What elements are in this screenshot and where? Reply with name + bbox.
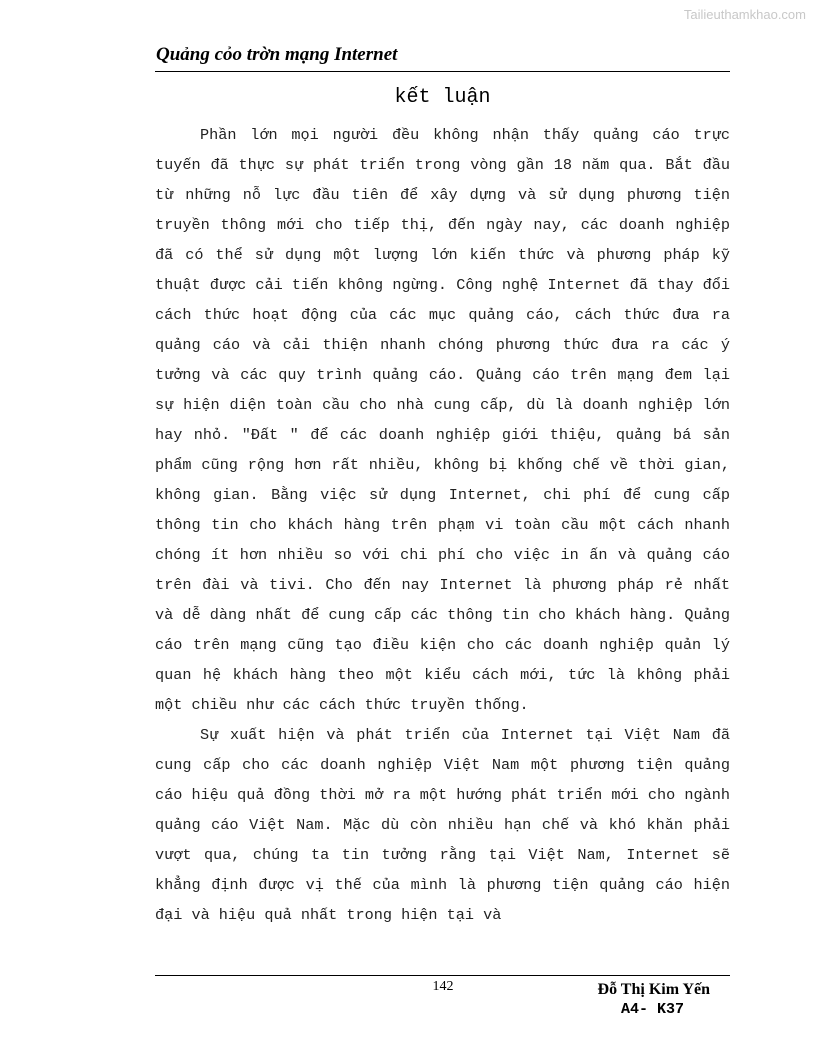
- page-number: 142: [432, 979, 454, 994]
- body-text: [155, 120, 730, 930]
- page-header-title: Quảng cỏo trờn mạng Internet: [156, 44, 398, 65]
- author-class: A4- K37: [620, 1001, 684, 1018]
- paragraph-2: Sự xuất hiện và phát triển của Internet tại Việt Nam đã cung cấp cho các doanh nghiệp Việt Nam một phương tiện quảng cáo hiệu quả đồng thời mở ra một hướng phát triển mới cho ngành quảng cáo Việt Nam. Mặc dù còn nhiều hạn chế và khó khăn phải vượt qua, chúng ta tin tưởng rằng tại Việt Nam, Internet sẽ khẳng định được vị thế của mình là phương tiện quảng cáo hiện đại và hiệu quả nhất trong hiện tại và: [155, 726, 730, 924]
- paragraph-1: Phần lớn mọi người đều không nhận thấy quảng cáo trực tuyến đã thực sự phát triển trong vòng gần 18 năm qua. Bắt đầu từ những nỗ lực đầu tiên để xây dựng và sử dụng phương tiện truyền thông mới cho tiếp thị, đến ngày nay, các doanh nghiệp đã có thể sử dụng một lượng lớn kiến thức và phương pháp kỹ thuật được cải tiến không ngừng. Công nghệ Internet đã thay đổi cách thức hoạt động của các mục quảng cáo, cách thức đưa ra quảng cáo và cải thiện nhanh chóng phương thức đưa ra các ý tưởng và các quy trình quảng cáo. Quảng cáo trên mạng đem lại sự hiện diện toàn cầu cho nhà cung cấp, dù là doanh nghiệp lớn hay nhỏ. "Đất " để các doanh nghiệp giới thiệu, quảng bá sản phẩm cũng rộng hơn rất nhiều, không bị khống chế về thời gian, không gian. Bằng việc sử dụng Internet, chi phí để cung cấp thông tin cho khách hàng trên phạm vi toàn cầu một cách nhanh chóng ít hơn nhiều so với chi phí cho việc in ấn và quảng cáo trên đài và tivi. Cho đến nay Internet là phương pháp rẻ nhất và dễ dàng nhất để cung cấp các thông tin cho khách hàng. Quảng cáo trên mạng cũng tạo điều kiện cho các doanh nghiệp quản lý quan hệ khách hàng theo một kiểu cách mới, tức là không phải một chiều như các cách thức truyền thống.: [155, 126, 730, 714]
- footer-divider: [155, 975, 730, 976]
- watermark: Tailieuthamkhao.com: [683, 7, 806, 22]
- section-heading: kết luận: [394, 86, 491, 109]
- author-name: Đỗ Thị Kim Yến: [597, 981, 710, 998]
- header-divider: [155, 71, 730, 72]
